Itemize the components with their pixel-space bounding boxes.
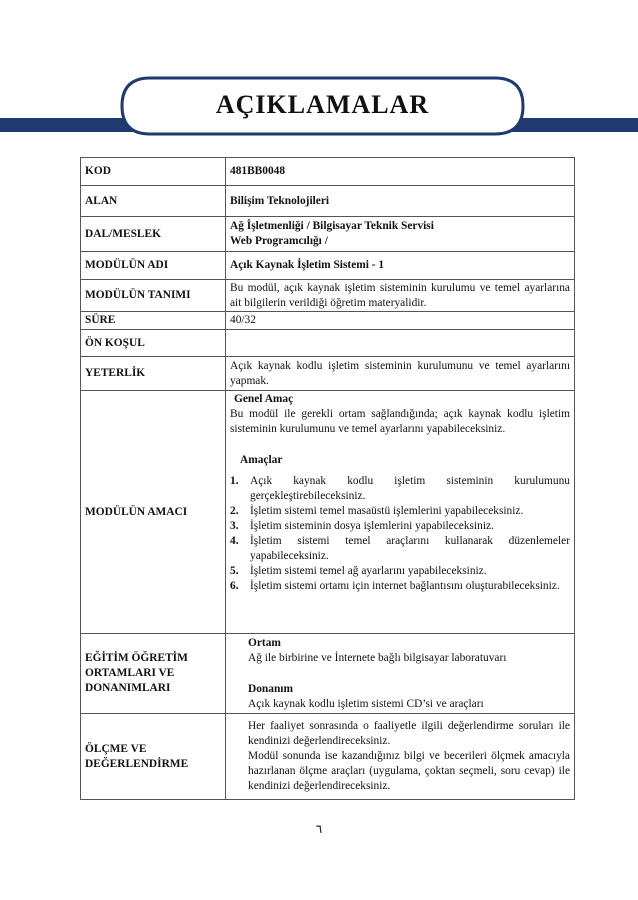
modul-amaci-label: MODÜLÜN AMACI — [81, 391, 226, 634]
dal-label: DAL/MESLEK — [81, 217, 226, 252]
objective-text: İşletim sistemi temel ağ ayarlarını yapabileceksiniz. — [250, 565, 487, 577]
olcme-label-line2: DEĞERLENDİRME — [85, 757, 189, 770]
ortam-label — [81, 634, 226, 714]
objective-text: İşletim sistemi temel araçlarını kullanarak düzenlemeler yapabileceksiniz. — [250, 535, 570, 562]
alan-label: ALAN — [81, 186, 226, 217]
table-row — [81, 330, 575, 357]
objective-number: 1. — [230, 475, 239, 487]
dal-value-line2: Web Programcılığı / — [230, 235, 328, 247]
table-row — [81, 391, 575, 634]
general-goal-heading: Genel Amaç — [234, 393, 294, 405]
yeterlik-label: YETERLİK — [81, 357, 226, 391]
table-row — [81, 312, 575, 330]
objective-number: 6. — [230, 580, 239, 592]
modul-tanimi-value: Bu modül, açık kaynak işletim sisteminin kurulumu ve temel ayarlarına ait bilgilerin verildiği öğretim materyalidir. — [226, 280, 575, 312]
list-item — [230, 519, 570, 534]
page-number: ٦ — [315, 822, 323, 836]
on-kosul-label: ÖN KOŞUL — [81, 330, 226, 357]
objective-number: 4. — [230, 535, 239, 547]
table-row — [81, 217, 575, 252]
olcme-text-2: Modül sonunda ise kazandığınız bilgi ve becerileri ölçmek amacıyla hazırlanan ölçme araçları (uygulama, çoktan seçmeli, soru cevap) ile kendinizi değerlendireceksiniz. — [248, 750, 570, 792]
modul-amaci-value — [226, 391, 575, 634]
list-item — [230, 534, 570, 564]
table-row — [81, 357, 575, 391]
table-row — [81, 714, 575, 800]
dal-value-line1: Ağ İşletmenliği / Bilgisayar Teknik Servisi — [230, 220, 434, 232]
table-row — [81, 280, 575, 312]
ortam-label-line2: ORTAMLARI VE — [85, 667, 175, 679]
objective-number: 5. — [230, 565, 239, 577]
objective-text: Açık kaynak kodlu işletim sisteminin kurulumunu gerçekleştirebileceksiniz. — [250, 475, 570, 502]
objectives-heading: Amaçlar — [240, 454, 283, 466]
objective-number: 3. — [230, 520, 239, 532]
alan-value: Bilişim Teknolojileri — [226, 186, 575, 217]
modul-tanimi-label: MODÜLÜN TANIMI — [81, 280, 226, 312]
kod-label: KOD — [81, 158, 226, 186]
objectives-list — [230, 474, 570, 594]
table-row — [81, 158, 575, 186]
objective-text: İşletim sistemi ortamı için internet bağlantısını oluşturabileceksiniz. — [250, 580, 560, 592]
ortam-heading: Ortam — [248, 636, 281, 649]
table-row — [81, 252, 575, 280]
objective-text: İşletim sisteminin dosya işlemlerini yapabileceksiniz. — [250, 520, 494, 532]
sure-value: 40/32 — [226, 312, 575, 330]
objective-number: 2. — [230, 505, 239, 517]
dal-value — [226, 217, 575, 252]
list-item — [230, 474, 570, 504]
module-info-table — [80, 157, 575, 800]
on-kosul-value — [226, 330, 575, 357]
list-item — [230, 564, 570, 579]
modul-adi-value: Açık Kaynak İşletim Sistemi - 1 — [226, 252, 575, 280]
donanim-text: Açık kaynak kodlu işletim sistemi CD’si ve araçları — [248, 697, 484, 710]
list-item — [230, 504, 570, 519]
kod-value: 481BB0048 — [226, 158, 575, 186]
donanim-heading: Donanım — [248, 682, 293, 695]
ortam-label-line3: DONANIMLARI — [85, 682, 171, 694]
olcme-label-line1: ÖLÇME VE — [85, 742, 147, 755]
list-item — [230, 579, 570, 594]
olcme-text-1: Her faaliyet sonrasında o faaliyetle ilgili değerlendirme soruları ile kendinizi değerlendireceksiniz. — [248, 720, 570, 747]
ortam-text: Ağ ile birbirine ve İnternete bağlı bilgisayar laboratuvarı — [248, 651, 507, 664]
yeterlik-value: Açık kaynak kodlu işletim sisteminin kurulumunu ve temel ayarlarını yapmak. — [226, 357, 575, 391]
olcme-label — [81, 714, 226, 800]
page-title: AÇIKLAMALAR — [215, 90, 430, 119]
table-row — [81, 634, 575, 714]
olcme-value — [226, 714, 575, 800]
objective-text: İşletim sistemi temel masaüstü işlemlerini yapabileceksiniz. — [250, 505, 524, 517]
ortam-value — [226, 634, 575, 714]
general-goal-text: Bu modül ile gerekli ortam sağlandığında; açık kaynak kodlu işletim sisteminin kurulumunu ve temel ayarlarını yapabileceksiniz. — [230, 408, 570, 435]
header-banner — [120, 76, 525, 138]
modul-adi-label: MODÜLÜN ADI — [81, 252, 226, 280]
table-row — [81, 186, 575, 217]
ortam-label-line1: EĞİTİM ÖĞRETİM — [85, 652, 188, 664]
sure-label: SÜRE — [81, 312, 226, 330]
